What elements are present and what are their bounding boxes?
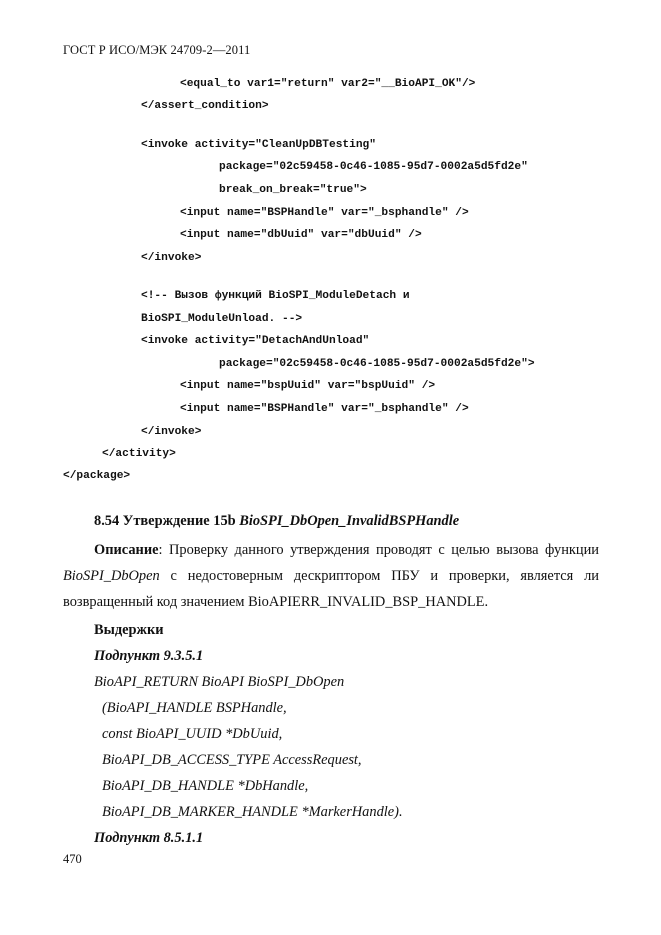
signature-line: BioAPI_DB_ACCESS_TYPE AccessRequest, bbox=[102, 752, 362, 768]
signature-line: (BioAPI_HANDLE BSPHandle, bbox=[102, 700, 287, 716]
description-text-1: : Проверку данного утверждения проводят с целью вызова функции bbox=[158, 542, 599, 558]
signature-line: const BioAPI_UUID *DbUuid, bbox=[102, 726, 283, 742]
description-label: Описание bbox=[94, 542, 159, 558]
description-first-line bbox=[63, 537, 599, 563]
signature-line: BioAPI_DB_MARKER_HANDLE *MarkerHandle). bbox=[102, 804, 403, 820]
code-line: <input name="BSPHandle" var="_bsphandle" /> bbox=[180, 207, 469, 219]
section-heading bbox=[94, 513, 459, 530]
code-line: package="02c59458-0c46-1085-95d7-0002a5d5fd2e"> bbox=[219, 358, 535, 370]
document-header: ГОСТ Р ИСО/МЭК 24709-2—2011 bbox=[63, 43, 251, 57]
excerpts-label: Выдержки bbox=[94, 622, 164, 638]
code-line: <invoke activity="CleanUpDBTesting" bbox=[141, 139, 376, 151]
code-line: <input name="BSPHandle" var="_bsphandle" /> bbox=[180, 403, 469, 415]
code-line: <equal_to var1="return" var2="__BioAPI_OK"/> bbox=[180, 78, 476, 90]
section-function-name: BioSPI_DbOpen_InvalidBSPHandle bbox=[239, 513, 460, 529]
code-line: </package> bbox=[63, 470, 131, 482]
description-text-2: с недостоверным дескриптором ПБУ и проверки, является ли возвращенный код значением BioAPIERR_INVALID_BSP_HANDLE. bbox=[63, 568, 599, 610]
subclause-heading: Подпункт 9.3.5.1 bbox=[94, 648, 204, 664]
code-line: package="02c59458-0c46-1085-95d7-0002a5d5fd2e" bbox=[219, 161, 528, 173]
page-number: 470 bbox=[63, 852, 82, 866]
code-line: <input name="dbUuid" var="dbUuid" /> bbox=[180, 229, 422, 241]
code-line: </activity> bbox=[102, 448, 176, 460]
subclause-heading: Подпункт 8.5.1.1 bbox=[94, 830, 204, 846]
description-function: BioSPI_DbOpen bbox=[63, 568, 160, 584]
description-paragraph bbox=[63, 537, 599, 615]
code-line: <invoke activity="DetachAndUnload" bbox=[141, 335, 370, 347]
code-line: break_on_break="true"> bbox=[219, 184, 367, 196]
signature-line: BioAPI_RETURN BioAPI BioSPI_DbOpen bbox=[94, 674, 345, 690]
section-number-title: 8.54 Утверждение 15b bbox=[94, 513, 240, 529]
code-line: <!-- Вызов функций BioSPI_ModuleDetach и bbox=[141, 290, 410, 302]
code-line: BioSPI_ModuleUnload. --> bbox=[141, 313, 303, 325]
code-line: <input name="bspUuid" var="bspUuid" /> bbox=[180, 380, 436, 392]
signature-line: BioAPI_DB_HANDLE *DbHandle, bbox=[102, 778, 309, 794]
code-line: </assert_condition> bbox=[141, 100, 269, 112]
code-line: </invoke> bbox=[141, 252, 202, 264]
code-line: </invoke> bbox=[141, 426, 202, 438]
